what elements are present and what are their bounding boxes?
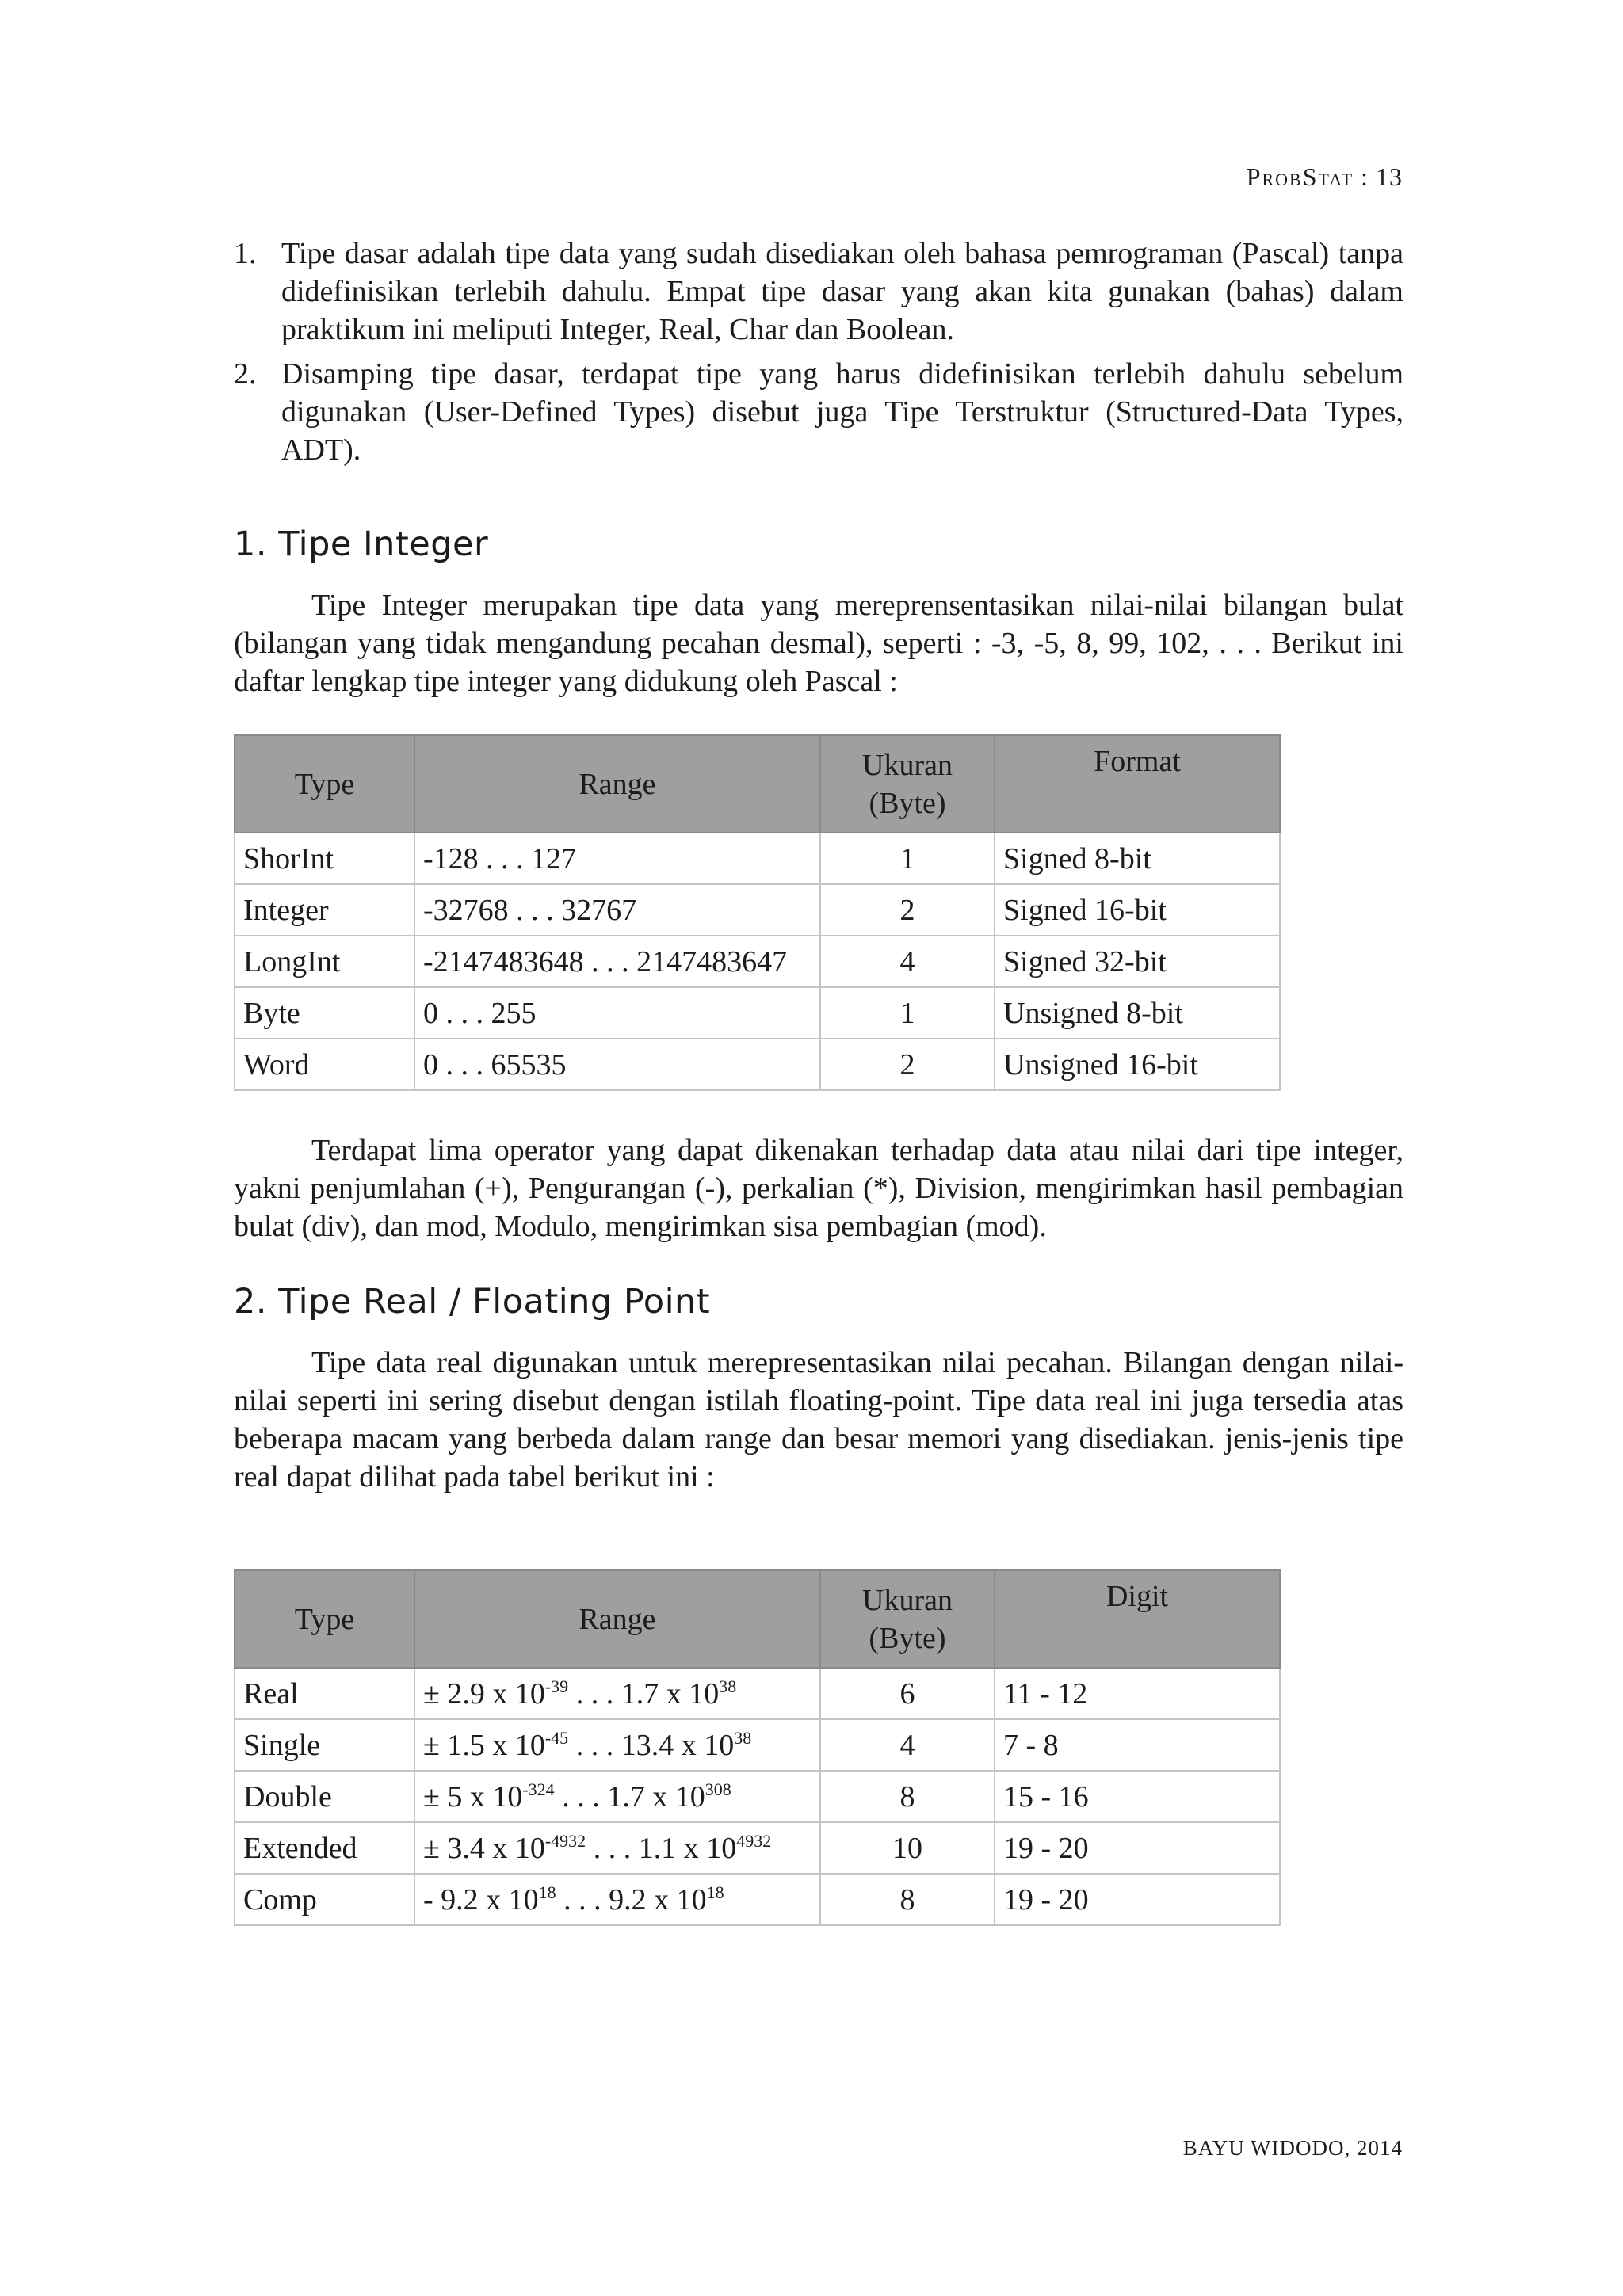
table-row bbox=[235, 1668, 1280, 1719]
cell-type: Double bbox=[235, 1771, 414, 1822]
range-max-mantissa: . . . 1.1 x 10 bbox=[586, 1831, 737, 1865]
cell-digit: 19 - 20 bbox=[995, 1822, 1280, 1874]
column-header-size-line1: Ukuran bbox=[862, 748, 953, 782]
column-header-type: Type bbox=[235, 1570, 414, 1668]
table-row bbox=[235, 936, 1280, 987]
cell-size: 1 bbox=[820, 833, 995, 884]
column-header-size bbox=[820, 1570, 995, 1668]
cell-type: Comp bbox=[235, 1874, 414, 1925]
cell-type: Extended bbox=[235, 1822, 414, 1874]
table-row bbox=[235, 987, 1280, 1039]
section-real-intro: Tipe data real digunakan untuk merepresentasikan nilai pecahan. Bilangan dengan nilai-nilai seperti ini sering disebut dengan istilah floating-point. Tipe data real ini juga tersedia atas beberapa macam yang berbeda dalam range dan besar memori yang disediakan. jenis-jenis tipe real dapat dilihat pada tabel berikut ini : bbox=[234, 1346, 1403, 1493]
section-heading-integer: 1. Tipe Integer bbox=[234, 524, 489, 564]
range-max-exponent: 308 bbox=[705, 1779, 731, 1799]
cell-format: Signed 16-bit bbox=[995, 884, 1280, 936]
cell-range bbox=[414, 1719, 820, 1771]
cell-size: 10 bbox=[820, 1822, 995, 1874]
cell-size: 8 bbox=[820, 1874, 995, 1925]
range-min-exponent: -4932 bbox=[544, 1830, 586, 1851]
cell-range bbox=[414, 1822, 820, 1874]
cell-range bbox=[414, 1668, 820, 1719]
cell-digit: 19 - 20 bbox=[995, 1874, 1280, 1925]
cell-range bbox=[414, 1771, 820, 1822]
range-max-exponent: 18 bbox=[706, 1882, 724, 1902]
cell-type: LongInt bbox=[235, 936, 414, 987]
range-max-mantissa: . . . 9.2 x 10 bbox=[556, 1882, 707, 1917]
cell-size: 4 bbox=[820, 1719, 995, 1771]
cell-range: 0 . . . 65535 bbox=[414, 1039, 820, 1090]
cell-digit: 11 - 12 bbox=[995, 1668, 1280, 1719]
range-min-mantissa: - 9.2 x 10 bbox=[423, 1882, 539, 1917]
cell-digit: 15 - 16 bbox=[995, 1771, 1280, 1822]
range-min-mantissa: ± 3.4 x 10 bbox=[423, 1831, 545, 1865]
cell-size: 1 bbox=[820, 987, 995, 1039]
range-min-exponent: -39 bbox=[544, 1676, 569, 1696]
range-max-mantissa: . . . 1.7 x 10 bbox=[554, 1779, 705, 1814]
column-header-type: Type bbox=[235, 735, 414, 833]
header-title: ProbStat bbox=[1246, 162, 1354, 191]
column-header-size bbox=[820, 735, 995, 833]
integer-types-table bbox=[234, 734, 1281, 1091]
cell-size: 8 bbox=[820, 1771, 995, 1822]
cell-size: 6 bbox=[820, 1668, 995, 1719]
cell-format: Signed 8-bit bbox=[995, 833, 1280, 884]
table-header-row bbox=[235, 1570, 1280, 1668]
table-row bbox=[235, 1039, 1280, 1090]
cell-range: -32768 . . . 32767 bbox=[414, 884, 820, 936]
column-header-range: Range bbox=[414, 735, 820, 833]
real-types-table bbox=[234, 1569, 1281, 1926]
list-item-text: Tipe dasar adalah tipe data yang sudah disediakan oleh bahasa pemrograman (Pascal) tanpa didefinisikan terlebih dahulu. Empat tipe dasar yang akan kita gunakan (bahas) dalam praktikum ini meliputi Integer, Real, Char dan Boolean. bbox=[281, 237, 1403, 346]
list-item-text: Disamping tipe dasar, terdapat tipe yang harus didefinisikan terlebih dahulu sebelum digunakan (User-Defined Types) disebut juga Tipe Terstruktur (Structured-Data Types, ADT). bbox=[281, 357, 1403, 467]
cell-type: Byte bbox=[235, 987, 414, 1039]
cell-size: 2 bbox=[820, 1039, 995, 1090]
page-number: : 13 bbox=[1361, 162, 1403, 191]
section-integer-operators: Terdapat lima operator yang dapat dikenakan terhadap data atau nilai dari tipe integer, yakni penjumlahan (+), Pengurangan (-), perkalian (*), Division, mengirimkan hasil pembagian bulat (div), dan mod, Modulo, mengirimkan sisa pembagian (mod). bbox=[234, 1134, 1403, 1243]
cell-size: 4 bbox=[820, 936, 995, 987]
cell-format: Unsigned 8-bit bbox=[995, 987, 1280, 1039]
cell-range: 0 . . . 255 bbox=[414, 987, 820, 1039]
cell-digit: 7 - 8 bbox=[995, 1719, 1280, 1771]
column-header-size-line1: Ukuran bbox=[862, 1583, 953, 1617]
range-min-mantissa: ± 5 x 10 bbox=[423, 1779, 523, 1814]
table-header-row bbox=[235, 735, 1280, 833]
page-header bbox=[1247, 162, 1403, 192]
list-item-number: 1. bbox=[234, 237, 257, 270]
column-header-size-line2: (Byte) bbox=[869, 1621, 946, 1655]
cell-range: -2147483648 . . . 2147483647 bbox=[414, 936, 820, 987]
column-header-digit: Digit bbox=[995, 1570, 1280, 1668]
table-row bbox=[235, 1719, 1280, 1771]
table-row bbox=[235, 1771, 1280, 1822]
cell-range: -128 . . . 127 bbox=[414, 833, 820, 884]
cell-type: Integer bbox=[235, 884, 414, 936]
column-header-size-line2: (Byte) bbox=[869, 786, 946, 820]
cell-range bbox=[414, 1874, 820, 1925]
range-min-exponent: -324 bbox=[522, 1779, 555, 1799]
list-item bbox=[234, 235, 1403, 349]
cell-type: Real bbox=[235, 1668, 414, 1719]
intro-list bbox=[234, 235, 1403, 475]
range-max-exponent: 4932 bbox=[736, 1830, 772, 1851]
range-max-mantissa: . . . 1.7 x 10 bbox=[568, 1676, 720, 1711]
table-row bbox=[235, 1874, 1280, 1925]
section-integer-intro: Tipe Integer merupakan tipe data yang mereprensentasikan nilai-nilai bilangan bulat (bilangan yang tidak mengandung pecahan desmal), seperti : -3, -5, 8, 99, 102, . . . Berikut ini daftar lengkap tipe integer yang didukung oleh Pascal : bbox=[234, 589, 1403, 698]
cell-format: Signed 32-bit bbox=[995, 936, 1280, 987]
cell-format: Unsigned 16-bit bbox=[995, 1039, 1280, 1090]
column-header-range: Range bbox=[414, 1570, 820, 1668]
table-row bbox=[235, 884, 1280, 936]
range-max-mantissa: . . . 13.4 x 10 bbox=[568, 1728, 735, 1762]
cell-type: ShorInt bbox=[235, 833, 414, 884]
column-header-format: Format bbox=[995, 735, 1280, 833]
table-row bbox=[235, 833, 1280, 884]
range-max-exponent: 38 bbox=[734, 1727, 752, 1748]
cell-type: Single bbox=[235, 1719, 414, 1771]
range-min-exponent: 18 bbox=[538, 1882, 556, 1902]
section-heading-real: 2. Tipe Real / Floating Point bbox=[234, 1282, 711, 1322]
list-item-number: 2. bbox=[234, 357, 257, 391]
cell-size: 2 bbox=[820, 884, 995, 936]
range-max-exponent: 38 bbox=[719, 1676, 737, 1696]
list-item bbox=[234, 355, 1403, 469]
table-row bbox=[235, 1822, 1280, 1874]
range-min-mantissa: ± 2.9 x 10 bbox=[423, 1676, 545, 1711]
page-footer: BAYU WIDODO, 2014 bbox=[1182, 2136, 1403, 2160]
range-min-mantissa: ± 1.5 x 10 bbox=[423, 1728, 545, 1762]
cell-type: Word bbox=[235, 1039, 414, 1090]
range-min-exponent: -45 bbox=[544, 1727, 569, 1748]
